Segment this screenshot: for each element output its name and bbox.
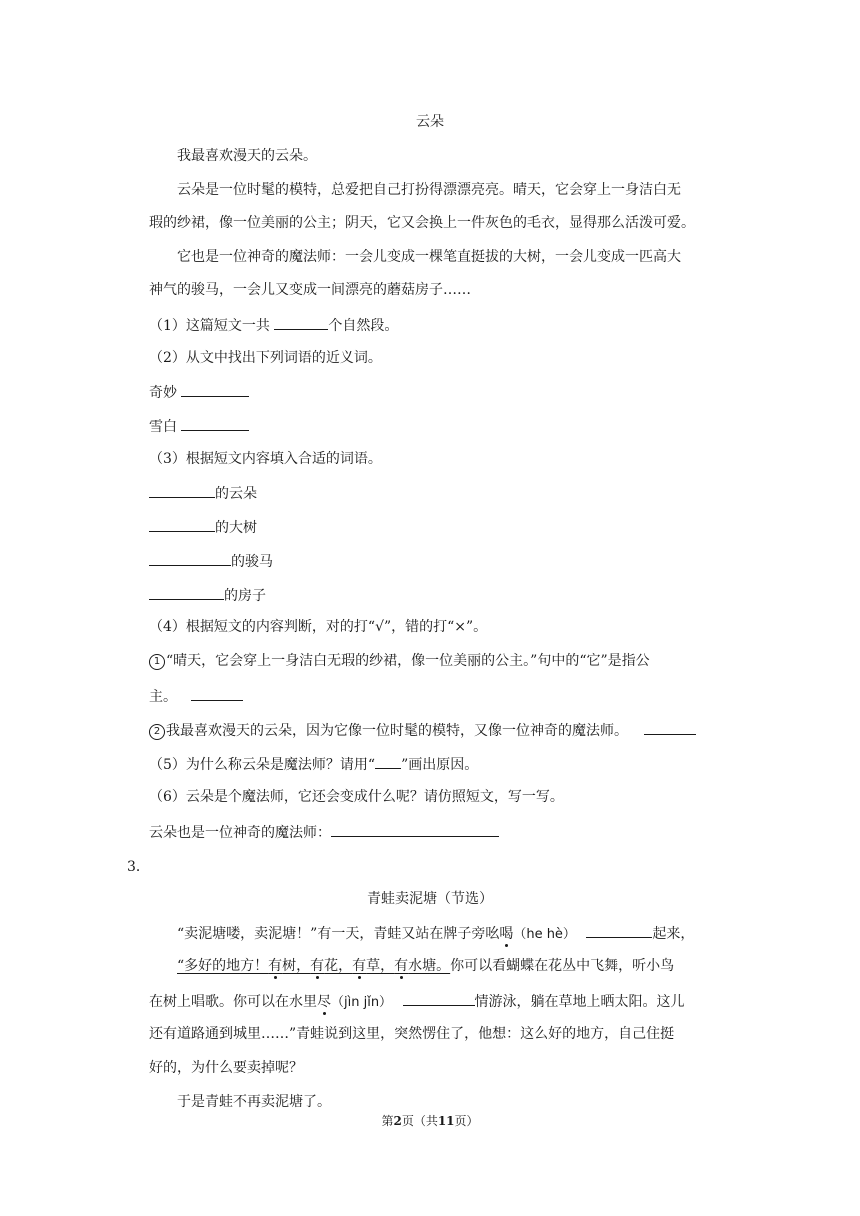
article-line: 好的，为什么要卖掉呢？ — [149, 1060, 303, 1076]
question-3-item: 的云朵 — [149, 482, 257, 504]
underline-sample — [375, 753, 401, 769]
answer-blank[interactable] — [331, 821, 499, 837]
question-4-item-2: 2 我最喜欢漫天的云朵，因为它像一位时髦的模特，又像一位神奇的魔法师。 — [149, 719, 696, 741]
page-footer: 第2页（共11页） — [381, 1114, 479, 1128]
question-4-item-1: 1 “晴天，它会穿上一身洁白无瑕的纱裙，像一位美丽的公主。”句中的“它”是指公 — [149, 651, 650, 671]
question-number: 3． — [127, 859, 150, 875]
answer-blank[interactable] — [181, 415, 249, 431]
question-6-prompt: 云朵也是一位神奇的魔法师： — [149, 821, 499, 843]
question-2-item: 雪白 — [149, 415, 249, 437]
question-1: （1）这篇短文一共 个自然段。 — [149, 314, 398, 336]
answer-blank[interactable] — [149, 516, 215, 532]
answer-blank[interactable] — [149, 584, 224, 600]
pinyin-options: （he hè） — [513, 927, 576, 942]
question-3-item: 的大树 — [149, 516, 257, 538]
dotted-char: 喝 — [499, 926, 514, 942]
article-line: 在树上唱歌。你可以在水里尽（jìn jǐn） 情游泳，躺在草地上晒太阳。这儿 — [149, 990, 685, 1013]
circled-number: 2 — [149, 724, 165, 740]
answer-blank[interactable] — [191, 685, 243, 701]
question-2: （2）从文中找出下列词语的近义词。 — [149, 350, 382, 366]
dotted-char: 尽 — [317, 994, 331, 1010]
answer-blank[interactable] — [403, 990, 475, 1006]
article-line: 还有道路通到城里……”青蛙说到这里，突然愣住了，他想：这么好的地方，自己住挺 — [149, 1026, 675, 1042]
answer-blank[interactable] — [274, 314, 328, 330]
article-title: 青蛙卖泥塘（节选） — [367, 891, 493, 907]
question-3: （3）根据短文内容填入合适的词语。 — [149, 451, 382, 467]
answer-blank[interactable] — [644, 719, 696, 735]
question-3-item: 的房子 — [149, 584, 266, 606]
question-3-item: 的骏马 — [149, 550, 273, 572]
article-line: “卖泥塘喽，卖泥塘！”有一天，青蛙又站在牌子旁吆喝（he hè） 起来， — [177, 922, 694, 945]
answer-blank[interactable] — [586, 922, 652, 938]
answer-blank[interactable] — [149, 550, 231, 566]
circled-number: 1 — [149, 654, 165, 670]
article-line: 于是青蛙不再卖泥塘了。 — [177, 1094, 331, 1110]
answer-blank[interactable] — [149, 482, 215, 498]
question-2-item: 奇妙 — [149, 381, 249, 403]
question-4: （4）根据短文的内容判断，对的打“√”，错的打“×”。 — [149, 619, 488, 635]
article-paragraph-cont: 神气的骏马，一会儿又变成一间漂亮的蘑菇房子…… — [149, 282, 471, 298]
article-title: 云朵 — [416, 114, 444, 130]
question-6: （6）云朵是个魔法师，它还会变成什么呢？请仿照短文，写一写。 — [149, 789, 564, 805]
article-paragraph: 它也是一位神奇的魔法师：一会儿变成一棵笔直挺拔的大树，一会儿变成一匹高大 — [177, 249, 681, 265]
article-paragraph-cont: 瑕的纱裙，像一位美丽的公主；阴天，它又会换上一件灰色的毛衣，显得那么活泼可爱。 — [149, 215, 695, 231]
pinyin-options: （jìn jǐn） — [331, 995, 393, 1010]
article-paragraph: 我最喜欢漫天的云朵。 — [177, 148, 317, 164]
question-5: （5）为什么称云朵是魔法师？请用“ ”画出原因。 — [149, 753, 478, 775]
answer-blank[interactable] — [181, 381, 249, 397]
article-paragraph: 云朵是一位时髦的模特，总爱把自己打扮得漂漂亮亮。晴天，它会穿上一身洁白无 — [177, 182, 681, 198]
question-4-item-1-cont: 主。 — [149, 685, 243, 707]
article-line: “多好的地方！有树，有花，有草，有水塘。你可以看蝴蝶在花丛中飞舞，听小鸟 — [177, 958, 675, 974]
